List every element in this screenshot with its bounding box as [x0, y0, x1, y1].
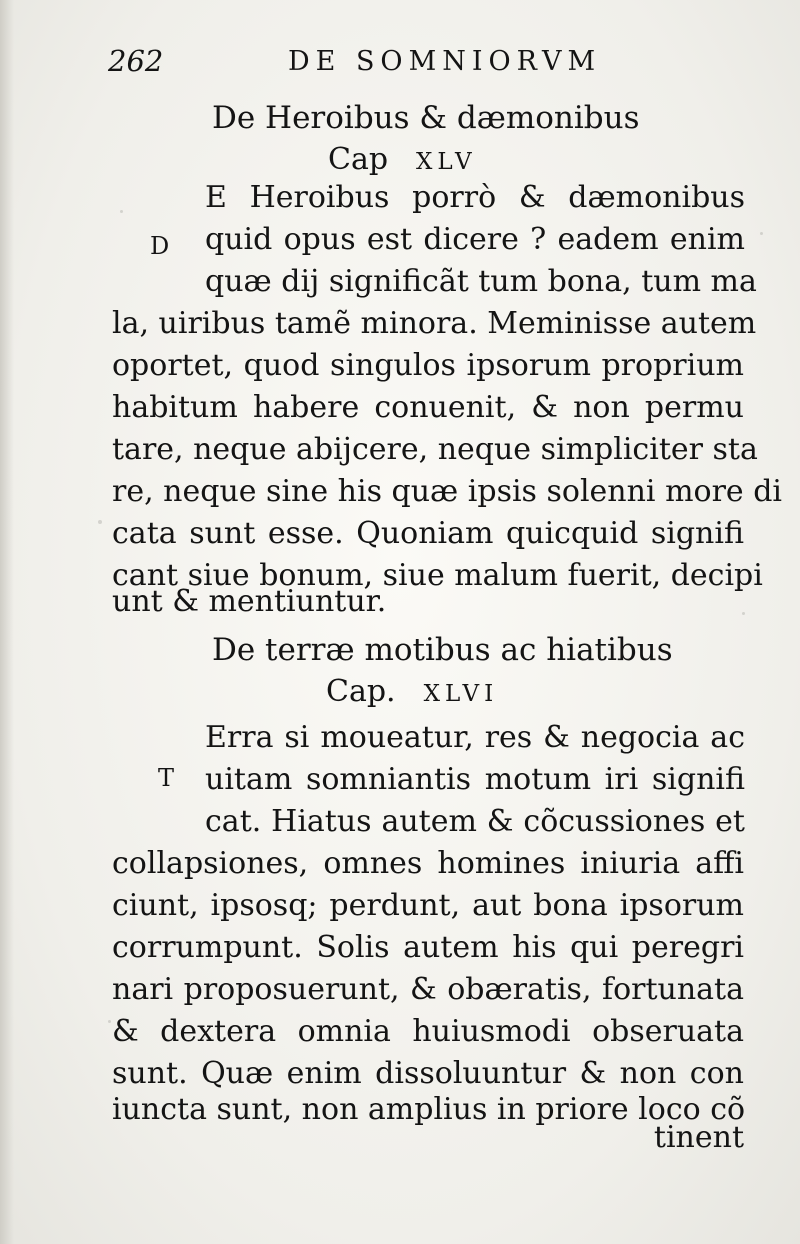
text-line: re, neque sine his quæ ipsis solenni more di: [112, 474, 783, 509]
page-edge-shadow: [0, 0, 14, 1244]
text-line: cat. Hiatus autem & cõcussiones et: [205, 804, 745, 839]
running-head: [108, 44, 668, 84]
chapter-number: XLV: [416, 149, 477, 175]
ink-speck: [760, 232, 763, 235]
marginal-initial: D: [150, 232, 170, 260]
text-line: nari proposuerunt, & obæratis, fortunata: [112, 972, 744, 1007]
text-line: unt & mentiuntur.: [112, 584, 387, 619]
text-line: collapsiones, omnes homines iniuria affi: [112, 846, 744, 881]
text-line: corrumpunt. Solis autem his qui peregri: [112, 930, 744, 965]
chapter-word: Cap.: [326, 674, 396, 709]
text-line: la, uiribus tamẽ minora. Meminisse autem: [112, 306, 757, 341]
chapter-word: Cap: [328, 142, 389, 177]
text-line: quæ dij significãt tum bona, tum ma: [205, 264, 757, 299]
text-line: tare, neque abijcere, neque simpliciter sta: [112, 432, 758, 467]
section-heading: De terræ motibus ac hiatibus: [212, 632, 673, 668]
text-line: iuncta sunt, non amplius in priore loco cõ: [112, 1092, 746, 1127]
text-line: oportet, quod singulos ipsorum proprium: [112, 348, 744, 383]
text-line: cata sunt esse. Quoniam quicquid signifi: [112, 516, 744, 551]
chapter-number: XLVI: [423, 681, 499, 707]
section-heading: De Heroibus & dæmonibus: [212, 100, 640, 136]
chapter-label: [328, 142, 477, 177]
text-line: uitam somniantis motum iri signifi: [205, 762, 745, 797]
marginal-initial: T: [158, 764, 175, 792]
running-title: DE SOMNIORVM: [288, 46, 602, 77]
chapter-label: [326, 674, 498, 709]
text-line: Erra si moueatur, res & negocia ac: [205, 720, 745, 755]
text-line: E Heroibus porrò & dæmonibus: [205, 180, 745, 215]
text-line: quid opus est dicere ? eadem enim: [205, 222, 745, 257]
text-line: & dextera omnia huiusmodi obseruata: [112, 1014, 744, 1049]
text-line: cant siue bonum, siue malum fuerit, decipi: [112, 558, 763, 593]
ink-speck: [108, 1020, 111, 1023]
ink-speck: [120, 210, 123, 213]
catchword: tinent: [653, 1120, 744, 1155]
ink-speck: [742, 612, 745, 615]
text-line: habitum habere conuenit, & non permu: [112, 390, 744, 425]
page-number: 262: [108, 44, 164, 78]
text-line: sunt. Quæ enim dissoluuntur & non con: [112, 1056, 744, 1091]
ink-speck: [98, 520, 102, 524]
text-line: ciunt, ipsosq; perdunt, aut bona ipsorum: [112, 888, 744, 923]
